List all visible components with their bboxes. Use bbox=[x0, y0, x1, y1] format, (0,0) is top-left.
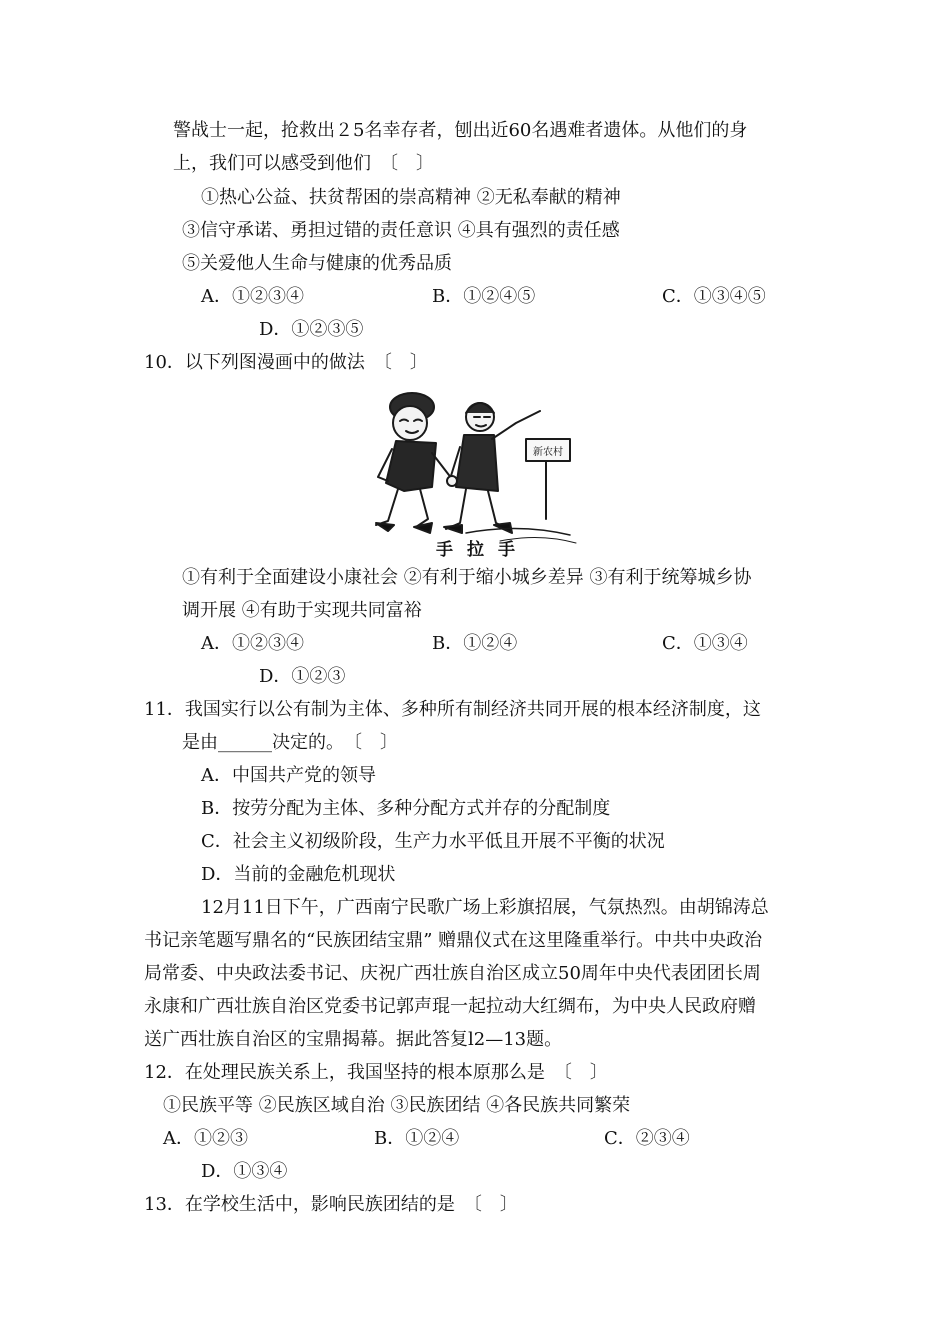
q12-option-b: B．①②④ bbox=[374, 1128, 460, 1149]
passage-line5: 送广西壮族自治区的宝鼎揭幕。据此答复l2—13题。 bbox=[144, 1029, 563, 1050]
q9-statement-3: ⑤关爱他人生命与健康的优秀品质 bbox=[182, 253, 452, 274]
q11-stem-line1: 11．我国实行以公有制为主体、多种所有制经济共同开展的根本经济制度，这 bbox=[144, 699, 761, 720]
q13-stem: 13．在学校生活中，影响民族团结的是 〔 〕 bbox=[144, 1194, 518, 1215]
q9-stem-line1: 警战士一起，抢救出２5名幸存者，刨出近60名遇难者遗体。从他们的身 bbox=[173, 120, 748, 141]
q10-stem: 10．以下列图漫画中的做法 〔 〕 bbox=[144, 352, 428, 373]
passage-line3: 局常委、中央政法委书记、庆祝广西壮族自治区成立50周年中央代表团团长周 bbox=[144, 963, 761, 984]
q10-option-d: D．①②③ bbox=[259, 666, 346, 687]
q12-option-c: C．②③④ bbox=[604, 1128, 690, 1149]
q12-stem: 12．在处理民族关系上，我国坚持的根本原那么是 〔 〕 bbox=[144, 1062, 608, 1083]
q9-option-a: A．①②③④ bbox=[201, 286, 304, 307]
q12-option-d: D．①③④ bbox=[201, 1161, 288, 1182]
q11-option-c: C．社会主义初级阶段，生产力水平低且开展不平衡的状况 bbox=[201, 831, 665, 852]
passage-line1: 12月11日下午，广西南宁民歌广场上彩旗招展，气氛热烈。由胡锦涛总 bbox=[201, 897, 769, 918]
q11-option-a: A．中国共产党的领导 bbox=[201, 765, 376, 786]
q9-statement-2: ③信守承诺、勇担过错的责任意识 ④具有强烈的责任感 bbox=[182, 220, 620, 241]
q10-option-c: C．①③④ bbox=[662, 633, 748, 654]
cartoon-image bbox=[370, 383, 580, 560]
q9-option-c: C．①③④⑤ bbox=[662, 286, 766, 307]
q10-option-b: B．①②④ bbox=[432, 633, 518, 654]
q10-option-a: A．①②③④ bbox=[201, 633, 304, 654]
q11-option-b: B．按劳分配为主体、多种分配方式并存的分配制度 bbox=[201, 798, 611, 819]
q9-statement-1: ①热心公益、扶贫帮困的崇高精神 ②无私奉献的精神 bbox=[201, 187, 621, 208]
cartoon-sign-text: 新农村 bbox=[533, 447, 563, 458]
q10-statement-line1: ①有利于全面建设小康社会 ②有利于缩小城乡差异 ③有利于统筹城乡协 bbox=[182, 567, 752, 588]
q10-statement-line2: 调开展 ④有助于实现共同富裕 bbox=[182, 600, 422, 621]
q9-stem-line2: 上，我们可以感受到他们 〔 〕 bbox=[173, 153, 434, 174]
q9-option-d: D．①②③⑤ bbox=[259, 319, 364, 340]
passage-line2: 书记亲笔题写鼎名的“民族团结宝鼎” 赠鼎仪式在这里隆重举行。中共中央政治 bbox=[144, 930, 763, 951]
cartoon-caption: 手拉手 bbox=[436, 540, 529, 560]
q12-option-a: A．①②③ bbox=[163, 1128, 248, 1149]
q9-option-b: B．①②④⑤ bbox=[432, 286, 536, 307]
q11-option-d: D．当前的金融危机现状 bbox=[201, 864, 396, 885]
passage-line4: 永康和广西壮族自治区党委书记郭声琨一起拉动大红绸布，为中央人民政府赠 bbox=[144, 996, 756, 1017]
q11-stem-line2: 是由______决定的。 〔 〕 bbox=[182, 732, 398, 753]
q12-statements: ①民族平等 ②民族区域自治 ③民族团结 ④各民族共同繁荣 bbox=[163, 1095, 631, 1116]
